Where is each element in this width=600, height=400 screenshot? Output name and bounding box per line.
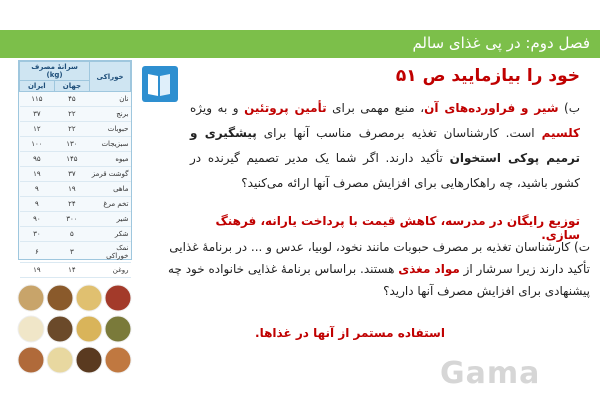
grain-bowl: [18, 347, 44, 373]
text-span: هستند. براساس برنامهٔ غذایی خانواده خود چه پیشنهادی برای افزایش مصرف آنها دارید؟: [168, 262, 590, 298]
table-cell-world: ۱۳۰: [54, 137, 89, 152]
table-cell-iran: ۱۲: [20, 122, 55, 137]
grain-bowl: [105, 316, 131, 342]
table-row: [20, 107, 131, 122]
table-cell-iran: ۹۵: [20, 152, 55, 167]
table-row: [20, 182, 131, 197]
answer-b: توزیع رایگان در مدرسه، کاهش قیمت با پرداخت یارانه، فرهنگ سازی.: [215, 214, 580, 242]
table-cell-iran: ۱۹: [20, 263, 55, 278]
table-row: [20, 227, 131, 242]
grain-bowl: [105, 347, 131, 373]
protein-supply: تأمین پروتئین: [244, 101, 327, 115]
table-cell-food: نمک خوراکی: [90, 242, 131, 263]
answer-t: استفاده مستمر از آنها در غذاها.: [255, 326, 445, 340]
grain-bowl: [76, 347, 102, 373]
table-row: [20, 212, 131, 227]
table-header-group: سرانهٔ مصرف (kg): [20, 62, 90, 81]
grain-bowl: [105, 285, 131, 311]
subtitle: خود را بیازمایید ص ۵۱: [395, 66, 580, 86]
table-header-world: جهان: [54, 81, 89, 92]
table-header-food: خوراکی: [90, 62, 131, 92]
table-cell-iran: ۱۱۵: [20, 92, 55, 107]
table-cell-food: ماهی: [90, 182, 131, 197]
nutrients: مواد مغذی: [398, 262, 460, 276]
header-bar: [0, 30, 600, 58]
table-row: [20, 197, 131, 212]
grain-bowl: [47, 347, 73, 373]
table-cell-iran: ۶: [20, 242, 55, 263]
table-row: [20, 137, 131, 152]
table-cell-iran: ۱۹: [20, 167, 55, 182]
table-cell-world: ۲۲: [54, 107, 89, 122]
grains-image: [16, 282, 134, 378]
table-row: [20, 92, 131, 107]
grain-bowl: [18, 285, 44, 311]
table-cell-food: سبزیجات: [90, 137, 131, 152]
header-title: فصل دوم: در پی غذای سالم: [412, 34, 590, 52]
table-cell-world: ۱۴: [54, 263, 89, 278]
table-cell-food: روغن: [90, 263, 131, 278]
question-b-label: ب): [564, 101, 580, 115]
table-cell-world: ۲۴: [54, 197, 89, 212]
table-cell-food: شیر: [90, 212, 131, 227]
table-cell-food: حبوبات: [90, 122, 131, 137]
table-cell-world: ۲۲: [54, 122, 89, 137]
table-cell-food: میوه: [90, 152, 131, 167]
table-row: [20, 152, 131, 167]
grain-bowl: [76, 316, 102, 342]
table-cell-world: ۱۹: [54, 182, 89, 197]
table-cell-iran: ۳۷: [20, 107, 55, 122]
table-cell-world: ۱۴۵: [54, 152, 89, 167]
table-cell-world: ۵: [54, 227, 89, 242]
milk-products: شیر و فراورده‌های آن: [424, 101, 559, 115]
grain-bowl: [76, 285, 102, 311]
question-b: [190, 96, 580, 196]
table-cell-food: نان: [90, 92, 131, 107]
table-header-iran: ایران: [20, 81, 55, 92]
table-cell-world: ۳۷: [54, 167, 89, 182]
question-t: [145, 236, 590, 302]
text-span: ، منبع مهمی برای: [326, 101, 425, 115]
table-cell-iran: ۳۰: [20, 227, 55, 242]
question-t-label: ت): [574, 240, 590, 254]
table-cell-iran: ۹: [20, 197, 55, 212]
grain-bowl: [18, 316, 44, 342]
text-span: تأکید دارند. اگر شما یک مدیر تصمیم گیرنده در کشور باشید، چه راهکارهایی برای افزایش مصرف آنها ارائه می‌کنید؟: [190, 151, 580, 190]
text-span: و به ویژه: [190, 101, 245, 115]
grain-bowl: [47, 316, 73, 342]
watermark: Gama: [440, 356, 541, 391]
table-cell-iran: ۹: [20, 182, 55, 197]
table-row: [20, 263, 131, 278]
table-cell-iran: ۹۰: [20, 212, 55, 227]
text-span: است. کارشناسان تغذیه برمصرف مناسب آنها برای: [256, 126, 542, 140]
consumption-table: [18, 60, 132, 274]
table-cell-iran: ۱۰۰: [20, 137, 55, 152]
table-row: [20, 242, 131, 263]
table-cell-world: ۴۵: [54, 92, 89, 107]
table-cell-food: برنج: [90, 107, 131, 122]
table-row: [20, 167, 131, 182]
osteoporosis: پیشگیری و ترمیم پوکی استخوان: [190, 126, 580, 165]
grain-bowl: [47, 285, 73, 311]
table-cell-food: شکر: [90, 227, 131, 242]
table-cell-food: گوشت قرمز: [90, 167, 131, 182]
book-icon: [140, 64, 180, 104]
table-cell-world: ۳: [54, 242, 89, 263]
table-cell-food: تخم مرغ: [90, 197, 131, 212]
table-row: [20, 122, 131, 137]
table-cell-world: ۳۰۰: [54, 212, 89, 227]
text-span: کارشناسان تغذیه بر مصرف حبوبات مانند نخود، لوبیا، عدس و ... در برنامهٔ غذایی تأکید دارند زیرا سرشار از: [169, 240, 590, 276]
calcium: کلسیم: [541, 126, 581, 140]
